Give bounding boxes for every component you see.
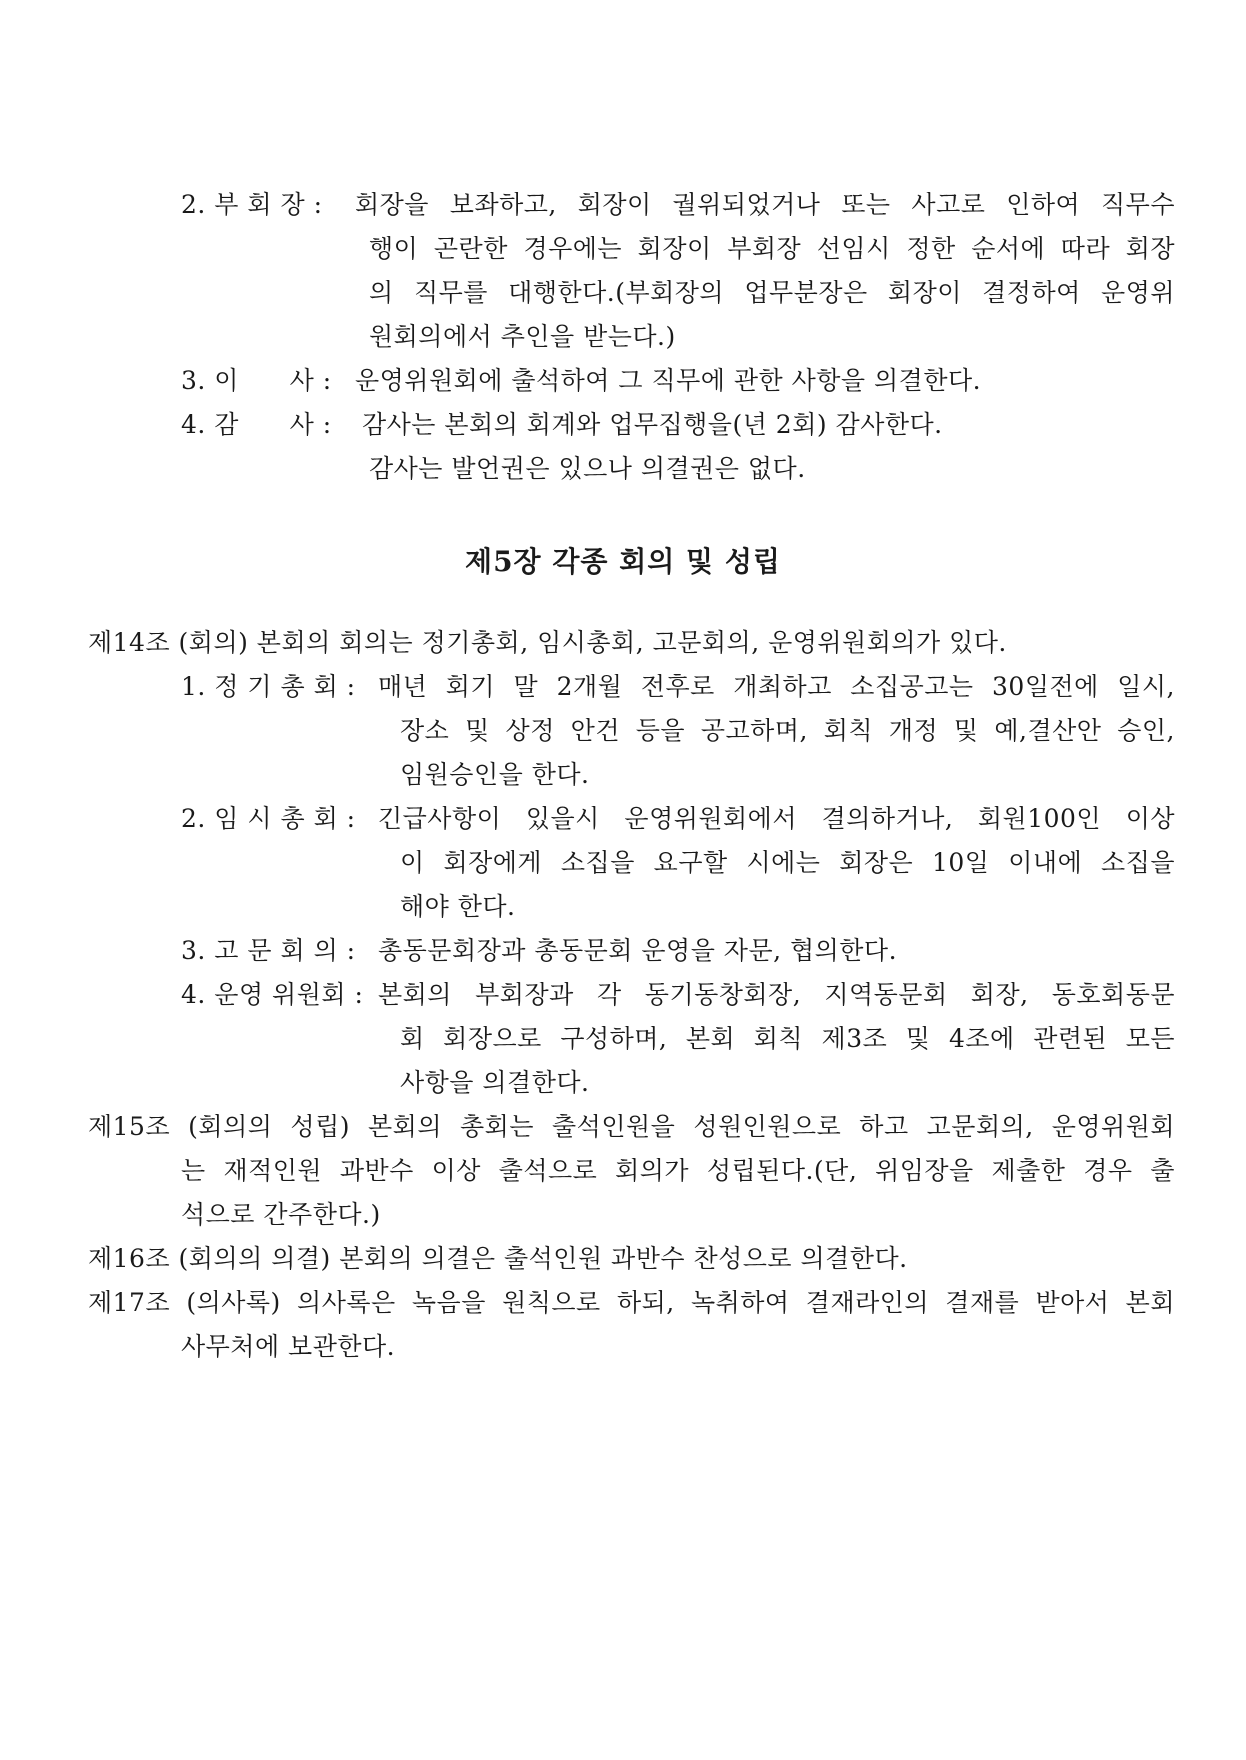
item-text-regular-meeting-line-1: 매년 회기 말 2개월 전후로 개최하고 소집공고는 30일전에 일시, xyxy=(378,674,1175,699)
item-label-regular-meeting: 1. 정 기 총 회 : xyxy=(181,672,356,701)
item-text-vice-president-line-3: 의 직무를 대행한다.(부회장의 업무분장은 회장이 결정하여 운영위 xyxy=(369,280,1175,305)
item-text-auditor-line-1: 감사는 본회의 회계와 업무집행을(년 2회) 감사한다. xyxy=(362,410,943,439)
item-label-vice-president: 2. 부 회 장 : xyxy=(181,190,323,219)
article-15-line-3: 석으로 간주한다.) xyxy=(181,1200,381,1229)
article-15-line-1: 제15조 (회의의 성립) 본회의 총회는 출석인원을 성원인원으로 하고 고문회의, 운영위원회 xyxy=(88,1114,1175,1139)
article-16-line-1: 제16조 (회의의 의결) 본회의 의결은 출석인원 과반수 찬성으로 의결한다. xyxy=(88,1244,908,1273)
item-text-regular-meeting-line-3: 임원승인을 한다. xyxy=(400,760,590,789)
item-text-vice-president-line-2: 행이 곤란한 경우에는 회장이 부회장 선임시 정한 순서에 따라 회장 xyxy=(369,236,1175,261)
item-label-auditor: 4. 감 사 : xyxy=(181,410,332,439)
item-label-steering-committee: 4. 운영 위원회 : xyxy=(181,980,364,1009)
item-label-advisory-meeting: 3. 고 문 회 의 : xyxy=(181,936,356,965)
item-text-advisory-meeting: 총동문회장과 총동문회 운영을 자문, 협의한다. xyxy=(378,936,898,965)
item-text-steering-committee-line-3: 사항을 의결한다. xyxy=(400,1068,590,1097)
item-text-steering-committee-line-2: 회 회장으로 구성하며, 본회 회칙 제3조 및 4조에 관련된 모든 xyxy=(400,1026,1175,1051)
item-text-vice-president-line-1: 회장을 보좌하고, 회장이 궐위되었거나 또는 사고로 인하여 직무수 xyxy=(355,192,1175,217)
article-14-lead: 제14조 (회의) 본회의 회의는 정기총회, 임시총회, 고문회의, 운영위원회의가 있다. xyxy=(88,628,1007,657)
item-text-director: 운영위원회에 출석하여 그 직무에 관한 사항을 의결한다. xyxy=(355,366,982,395)
article-17-line-1: 제17조 (의사록) 의사록은 녹음을 원칙으로 하되, 녹취하여 결재라인의 결재를 받아서 본회 xyxy=(88,1290,1175,1315)
item-text-steering-committee-line-1: 본회의 부회장과 각 동기동창회장, 지역동문회 회장, 동호회동문 xyxy=(378,982,1175,1007)
item-label-special-meeting: 2. 임 시 총 회 : xyxy=(181,804,356,833)
item-text-vice-president-line-4: 원회의에서 추인을 받는다.) xyxy=(369,322,676,351)
article-15-line-2: 는 재적인원 과반수 이상 출석으로 회의가 성립된다.(단, 위임장을 제출한 경우 출 xyxy=(181,1158,1175,1183)
item-text-special-meeting-line-1: 긴급사항이 있을시 운영위원회에서 결의하거나, 회원100인 이상 xyxy=(378,806,1175,831)
item-text-special-meeting-line-2: 이 회장에게 소집을 요구할 시에는 회장은 10일 이내에 소집을 xyxy=(400,850,1175,875)
item-text-auditor-line-2: 감사는 발언권은 있으나 의결권은 없다. xyxy=(369,454,806,483)
item-label-director: 3. 이 사 : xyxy=(181,366,332,395)
chapter-title: 제5장 각종 회의 및 성립 xyxy=(465,545,781,578)
item-text-special-meeting-line-3: 해야 한다. xyxy=(400,892,516,921)
item-text-regular-meeting-line-2: 장소 및 상정 안건 등을 공고하며, 회칙 개정 및 예,결산안 승인, xyxy=(400,718,1175,743)
article-17-line-2: 사무처에 보관한다. xyxy=(181,1332,396,1361)
